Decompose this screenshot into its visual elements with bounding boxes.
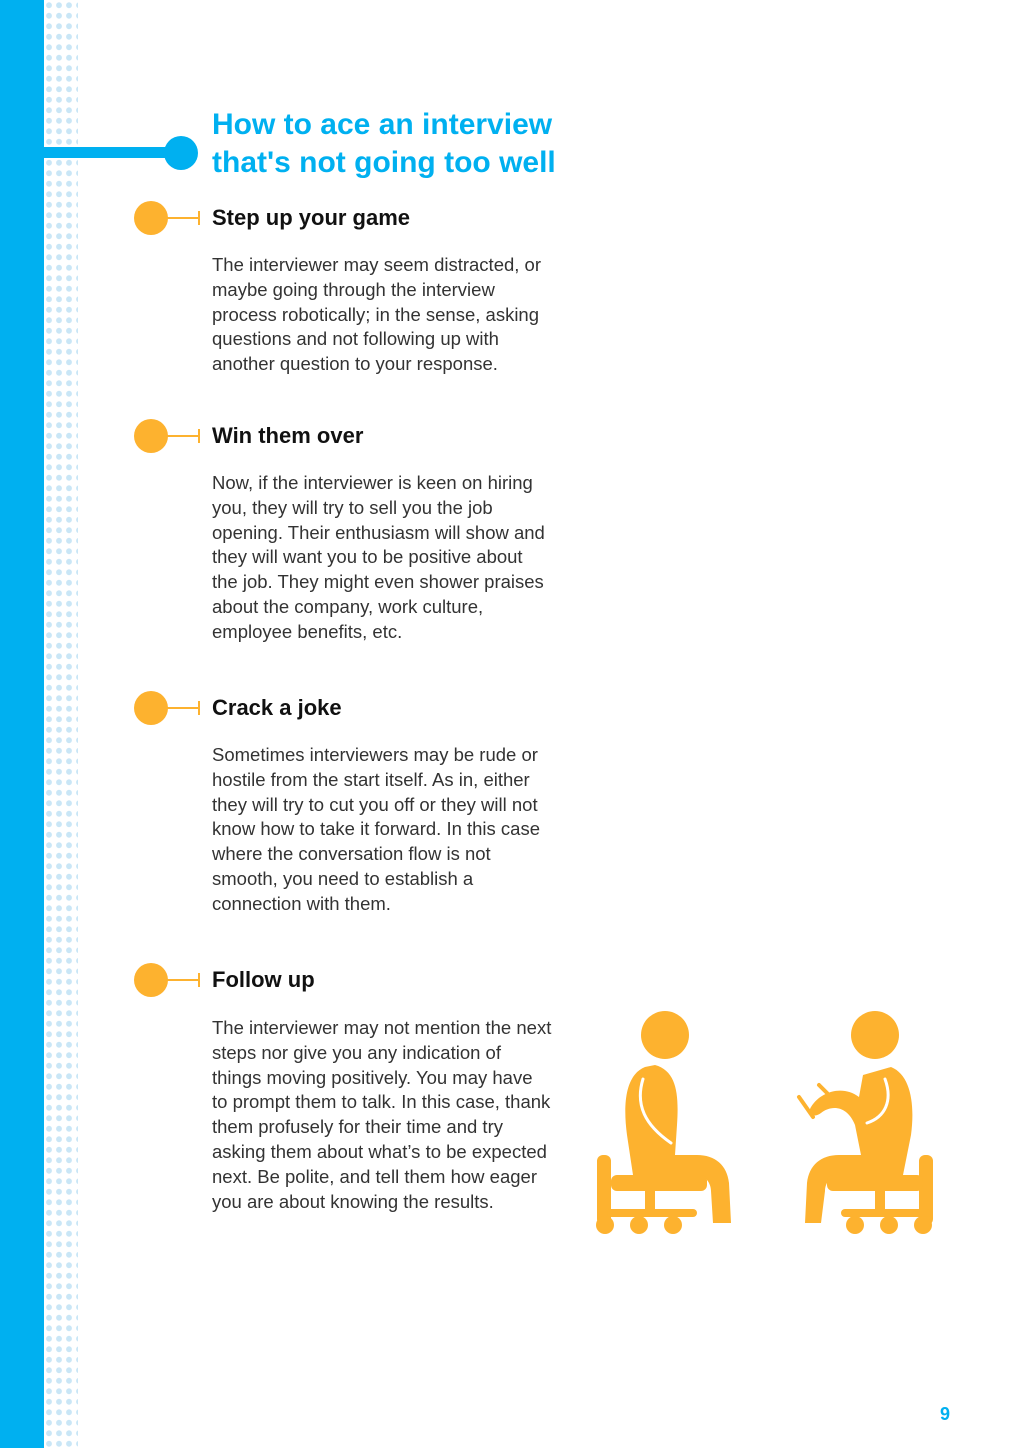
chair-wheel xyxy=(596,1216,614,1234)
section-body-follow-up: The interviewer may not mention the next steps nor give you any indication of things moving positively. You may have to prompt them to talk. In this case, thank them profusely for their time and try asking them about what’s to be expected next. Be polite, and tell them how eager you are about knowing the results. xyxy=(212,1017,552,1212)
marker-line xyxy=(164,217,200,219)
section-body-win-them-over: Now, if the interviewer is keen on hiring you, they will try to sell you the job opening. Their enthusiasm will show and they will want you to be positive about the job. They might even shower praises about the company, work culture, employee benefits, etc. xyxy=(212,472,545,642)
interview-people-icon xyxy=(585,1005,945,1245)
chair-wheel xyxy=(880,1216,898,1234)
interviewer-chair-seat xyxy=(827,1175,923,1191)
candidate-chair-seat xyxy=(611,1175,707,1191)
interviewer-head xyxy=(851,1011,899,1059)
title-connector-line xyxy=(0,147,170,158)
page-number: 9 xyxy=(939,1404,950,1424)
section-heading-step-up: Step up your game xyxy=(212,205,411,230)
chair-wheel xyxy=(846,1216,864,1234)
section-heading-follow-up: Follow up xyxy=(212,967,315,992)
chair-wheel xyxy=(664,1216,682,1234)
marker-dot xyxy=(134,963,168,997)
page-title: How to ace an interview that's not going too well xyxy=(212,108,556,179)
marker-dot xyxy=(134,691,168,725)
section-marker xyxy=(134,419,204,453)
section-heading-crack-a-joke: Crack a joke xyxy=(212,695,342,720)
chair-wheel xyxy=(914,1216,932,1234)
marker-cap xyxy=(198,211,200,225)
section-marker xyxy=(134,691,204,725)
marker-cap xyxy=(198,429,200,443)
marker-line xyxy=(164,979,200,981)
marker-dot xyxy=(134,419,168,453)
section-marker xyxy=(134,963,204,997)
candidate-chair-base xyxy=(607,1209,697,1217)
title-marker-dot xyxy=(164,136,198,170)
marker-dot xyxy=(134,201,168,235)
marker-cap xyxy=(198,973,200,987)
marker-line xyxy=(164,707,200,709)
chair-wheel xyxy=(630,1216,648,1234)
section-marker xyxy=(134,201,204,235)
marker-cap xyxy=(198,701,200,715)
interviewer-body xyxy=(805,1067,912,1223)
interviewer-chair-base xyxy=(841,1209,931,1217)
notepad-icon xyxy=(799,1097,813,1117)
side-accent-bar xyxy=(0,0,44,1448)
dot-pattern-strip xyxy=(44,0,78,1448)
section-body-step-up: The interviewer may seem distracted, or maybe going through the interview process robotically; in the sense, asking questions and not following up with another question to your response. xyxy=(212,254,542,375)
marker-line xyxy=(164,435,200,437)
section-heading-win-them-over: Win them over xyxy=(212,423,364,448)
section-body-crack-a-joke: Sometimes interviewers may be rude or hostile from the start itself. As in, either they will try to cut you off or they will not know how to take it forward. In this case where the conversation flow is not smooth, you need to establish a connection with them. xyxy=(212,744,541,914)
candidate-head xyxy=(641,1011,689,1059)
